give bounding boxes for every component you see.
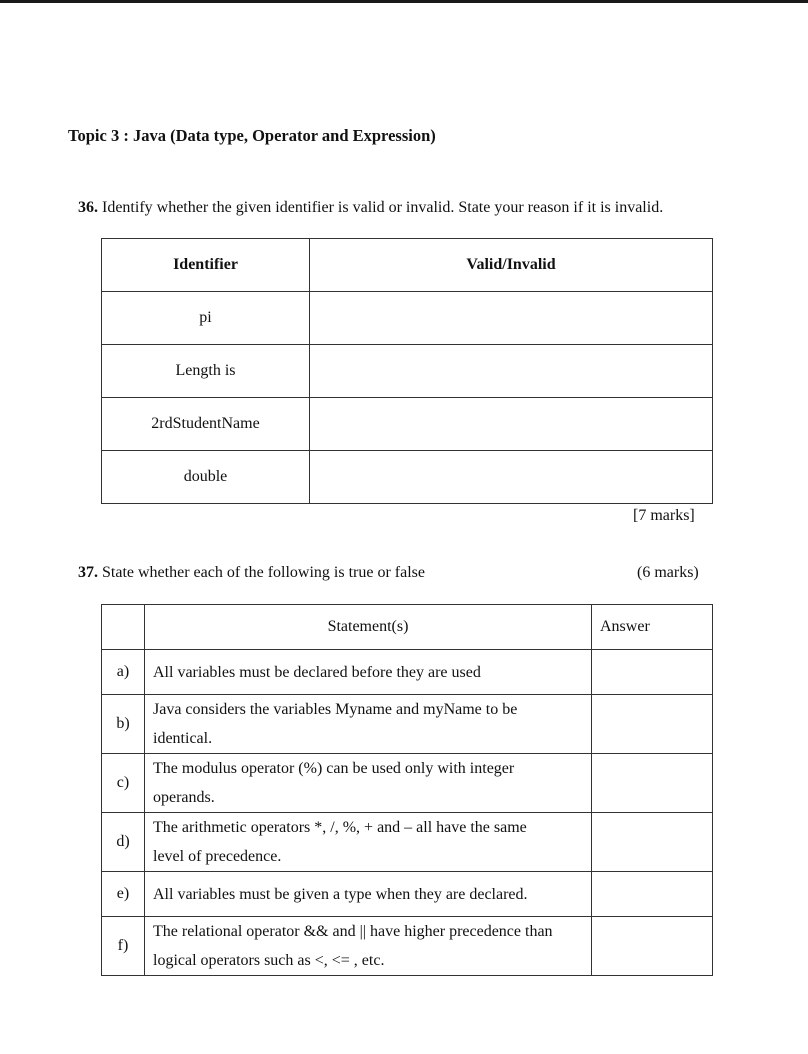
top-border: [0, 0, 808, 3]
statement-line: Java considers the variables Myname and myName to be: [153, 701, 518, 718]
true-false-table: [101, 604, 713, 976]
row-label: f): [102, 917, 145, 976]
identifier-table: [101, 238, 713, 504]
header-answer: Answer: [592, 605, 713, 650]
table-row: [102, 813, 713, 872]
statement-cell: [145, 917, 592, 976]
question-37-marks: (6 marks): [637, 564, 699, 581]
answer-cell[interactable]: [310, 292, 713, 345]
question-37: [78, 564, 425, 582]
statement-line: The modulus operator (%) can be used only with integer: [153, 760, 515, 777]
table-row: [102, 451, 713, 504]
statement-line: The arithmetic operators *, /, %, + and – all have the same: [153, 819, 527, 836]
statement-cell: [145, 754, 592, 813]
row-label: e): [102, 872, 145, 917]
table-row: [102, 650, 713, 695]
identifier-table-header: [102, 239, 713, 292]
identifier-cell: 2rdStudentName: [102, 398, 310, 451]
statement-line: logical operators such as <, <= , etc.: [153, 952, 385, 969]
statement-cell: [145, 650, 592, 695]
statement-cell: [145, 872, 592, 917]
statement-line: operands.: [153, 789, 215, 806]
statement-cell: [145, 695, 592, 754]
question-36-marks: [7 marks]: [633, 507, 695, 524]
answer-cell[interactable]: [592, 872, 713, 917]
question-36: [78, 199, 663, 217]
table-row: [102, 872, 713, 917]
row-label: d): [102, 813, 145, 872]
answer-cell[interactable]: [592, 650, 713, 695]
header-valid-invalid: Valid/Invalid: [310, 239, 713, 292]
topic-heading: Topic 3 : Java (Data type, Operator and Expression): [68, 126, 436, 145]
answer-cell[interactable]: [592, 695, 713, 754]
statement-line: identical.: [153, 730, 213, 747]
answer-cell[interactable]: [310, 451, 713, 504]
row-label: a): [102, 650, 145, 695]
table-row: [102, 917, 713, 976]
header-label-blank: [102, 605, 145, 650]
answer-cell[interactable]: [592, 754, 713, 813]
table-row: [102, 398, 713, 451]
true-false-table-header: [102, 605, 713, 650]
question-37-text: State whether each of the following is true or false: [102, 564, 425, 581]
identifier-cell: double: [102, 451, 310, 504]
identifier-cell: Length is: [102, 345, 310, 398]
statement-line: level of precedence.: [153, 848, 282, 865]
identifier-cell: pi: [102, 292, 310, 345]
answer-cell[interactable]: [310, 345, 713, 398]
table-row: [102, 292, 713, 345]
answer-cell[interactable]: [310, 398, 713, 451]
question-37-number: 37.: [78, 564, 98, 581]
statement-cell: [145, 813, 592, 872]
table-row: [102, 695, 713, 754]
statement-line: All variables must be declared before they are used: [153, 663, 481, 681]
answer-cell[interactable]: [592, 813, 713, 872]
row-label: c): [102, 754, 145, 813]
table-row: [102, 345, 713, 398]
row-label: b): [102, 695, 145, 754]
header-statement: Statement(s): [145, 605, 592, 650]
question-36-number: 36.: [78, 199, 98, 216]
answer-cell[interactable]: [592, 917, 713, 976]
table-row: [102, 754, 713, 813]
question-36-text: Identify whether the given identifier is valid or invalid. State your reason if it is invalid.: [102, 199, 664, 216]
statement-line: All variables must be given a type when they are declared.: [153, 885, 528, 903]
header-identifier: Identifier: [102, 239, 310, 292]
statement-line: The relational operator && and || have higher precedence than: [153, 923, 553, 940]
